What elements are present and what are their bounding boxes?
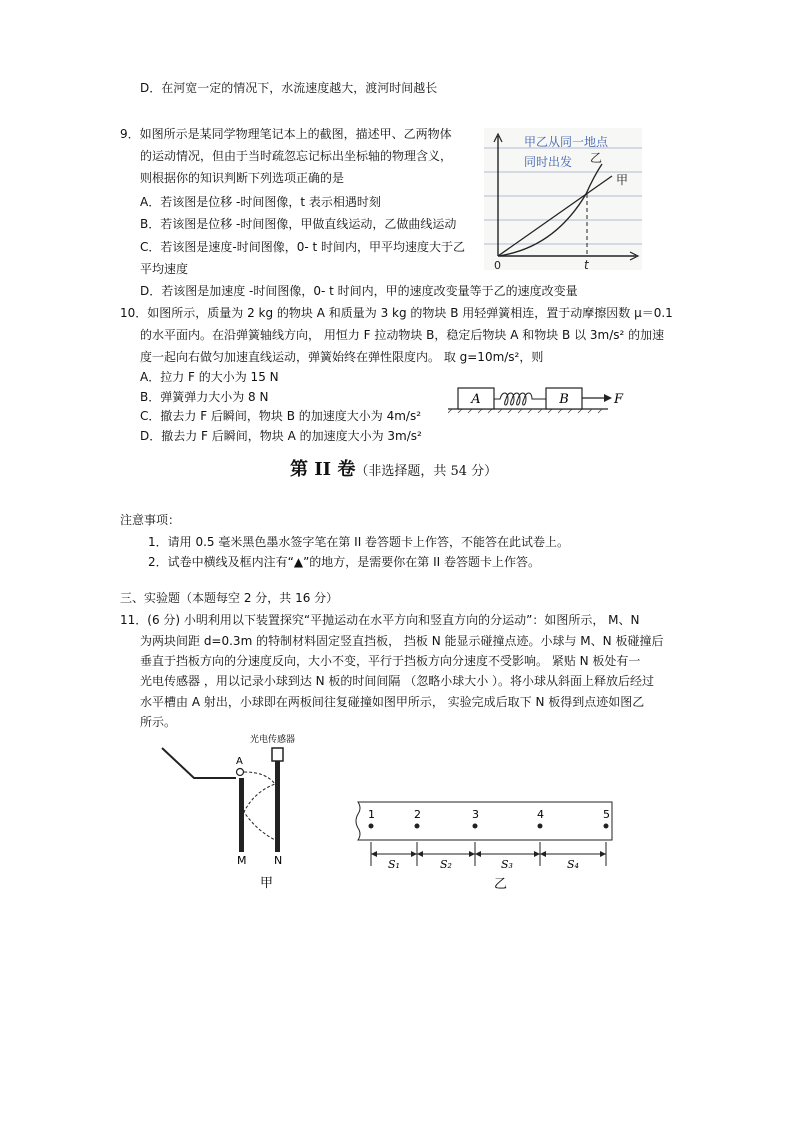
q11-stem-line4: 光电传感器 ，用以记录小球到达 N 板的时间间隔 （忽略小球大小 ）。将小球从斜面上释放后经过 — [140, 674, 655, 688]
q9-option-c-line2: 平均速度 — [140, 262, 189, 276]
block-b-label: B — [559, 392, 569, 407]
handwritten-note-line2: 同时出发 — [524, 155, 573, 169]
point-label-5: 5 — [603, 808, 610, 821]
trace-point-5 — [604, 824, 609, 829]
notice-heading: 注意事项： — [120, 513, 181, 527]
point-label-4: 4 — [537, 808, 544, 821]
label-n: N — [274, 854, 283, 867]
q11-stem-line2: 为两块间距 d=0.3m 的特制材料固定竖直挡板， 挡板 N 能显示碰撞点迹。小球与 M、N 板碰撞后 — [140, 634, 664, 648]
slope-and-groove — [162, 748, 236, 778]
spring — [494, 393, 546, 405]
force-label: F — [614, 392, 624, 407]
point-label-1: 1 — [368, 808, 375, 821]
section3-heading: 三、实验题（本题每空 2 分，共 16 分） — [120, 591, 339, 605]
trace-point-3 — [473, 824, 478, 829]
q9-stem-line1: 9．如图所示是某同学物理笔记本上的截图，描述甲、乙两物体 — [120, 127, 452, 141]
q9-stem-line3: 则根据你的知识判断下列选项正确的是 — [140, 171, 345, 185]
q11-stem-line3: 垂直于挡板方向的分速度反向，大小不变，平行于挡板方向分速度不受影响。 紧贴 N 板处有一 — [140, 654, 641, 668]
ball-trajectory — [244, 772, 275, 840]
caption-jia: 甲 — [260, 876, 274, 891]
q10-option-b: B．弹簧弹力大小为 8 N — [140, 390, 269, 404]
q10-option-c: C．撤去力 F 后瞬间，物块 B 的加速度大小为 4m/s² — [140, 409, 422, 423]
label-t: t — [584, 258, 589, 270]
photoelectric-sensor — [272, 748, 283, 761]
ground-hatching — [448, 409, 602, 413]
caption-yi: 乙 — [494, 877, 508, 892]
point-label-3: 3 — [472, 808, 479, 821]
q11-stem-line6: 所示。 — [140, 715, 177, 729]
ball — [237, 769, 244, 776]
label-m: M — [237, 854, 247, 867]
q10-stem-line1: 10．如图所示，质量为 2 kg 的物块 A 和质量为 3 kg 的物块 B 用轻弹簧相连，置于动摩擦因数 μ＝0.1 — [120, 306, 673, 320]
q8-option-d: D．在河宽一定的情况下，水流速度越大，渡河时间越长 — [140, 81, 438, 95]
segment-label-s1: S₁ — [388, 858, 400, 871]
sensor-label: 光电传感器 — [250, 735, 296, 745]
force-arrow-icon — [604, 394, 612, 402]
point-label-2: 2 — [414, 808, 421, 821]
block-a-label: A — [471, 392, 481, 407]
q10-stem-line3: 度一起向右做匀加速直线运动，弹簧始终在弹性限度内。 取 g=10m/s²，则 — [140, 350, 544, 364]
q9-option-b: B．若该图是位移 -时间图像，甲做直线运动，乙做曲线运动 — [140, 217, 457, 231]
q10-stem-line2: 的水平面内。在沿弹簧轴线方向， 用恒力 F 拉动物块 B，稳定后物块 A 和物块 B 以 3m/s² 的加速 — [140, 328, 665, 342]
segment-label-s4: S₄ — [567, 858, 579, 871]
label-origin: 0 — [494, 259, 501, 270]
label-a: A — [236, 756, 243, 767]
q11-figure-yi — [354, 796, 616, 892]
q10-option-d: D．撤去力 F 后瞬间，物块 A 的加速度大小为 3m/s² — [140, 429, 422, 443]
notice-item-1: 1．请用 0.5 毫米黑色墨水签字笔在第 II 卷答题卡上作答，不能答在此试卷上。 — [148, 535, 570, 549]
q9-notebook-graph — [484, 128, 642, 270]
segment-label-s2: S₂ — [440, 858, 452, 871]
q11-figure-jia — [158, 732, 318, 892]
trace-point-2 — [415, 824, 420, 829]
notice-item-2: 2．试卷中横线及框内注有“▲”的地方，是需要你在第 II 卷答题卡上作答。 — [148, 555, 541, 569]
handwritten-note-line1: 甲乙从同一地点 — [524, 135, 609, 149]
q11-stem-line1: 11．(6 分) 小明利用以下装置探究“平抛运动在水平方向和竖直方向的分运动”：如图所示， M、N — [120, 613, 640, 627]
paper-strip — [356, 802, 612, 840]
q11-stem-line5: 水平槽由 A 射出，小球即在两板间往复碰撞如图甲所示， 实验完成后取下 N 板得到点迹如图乙 — [140, 695, 645, 709]
q9-option-a: A．若该图是位移 -时间图像，t 表示相遇时刻 — [140, 195, 381, 209]
part2-title-text: 第 II 卷 — [290, 459, 356, 480]
q10-block-spring-figure — [448, 384, 632, 414]
trace-point-4 — [538, 824, 543, 829]
segment-label-s3: S₃ — [501, 858, 513, 871]
plate-m — [239, 778, 244, 852]
q9-option-d: D．若该图是加速度 -时间图像，0- t 时间内，甲的速度改变量等于乙的速度改变量 — [140, 284, 578, 298]
q9-stem-line2: 的运动情况，但由于当时疏忽忘记标出坐标轴的物理含义， — [140, 149, 453, 163]
label-yi: 乙 — [590, 151, 603, 165]
q10-option-a: A．拉力 F 的大小为 15 N — [140, 370, 279, 384]
part2-subtitle: （非选择题，共 54 分） — [355, 464, 498, 479]
trace-point-1 — [369, 824, 374, 829]
label-jia: 甲 — [616, 173, 629, 187]
q9-option-c-line1: C．若该图是速度-时间图像，0- t 时间内，甲平均速度大于乙 — [140, 240, 466, 254]
part2-title — [290, 455, 497, 481]
plate-n — [275, 760, 280, 852]
